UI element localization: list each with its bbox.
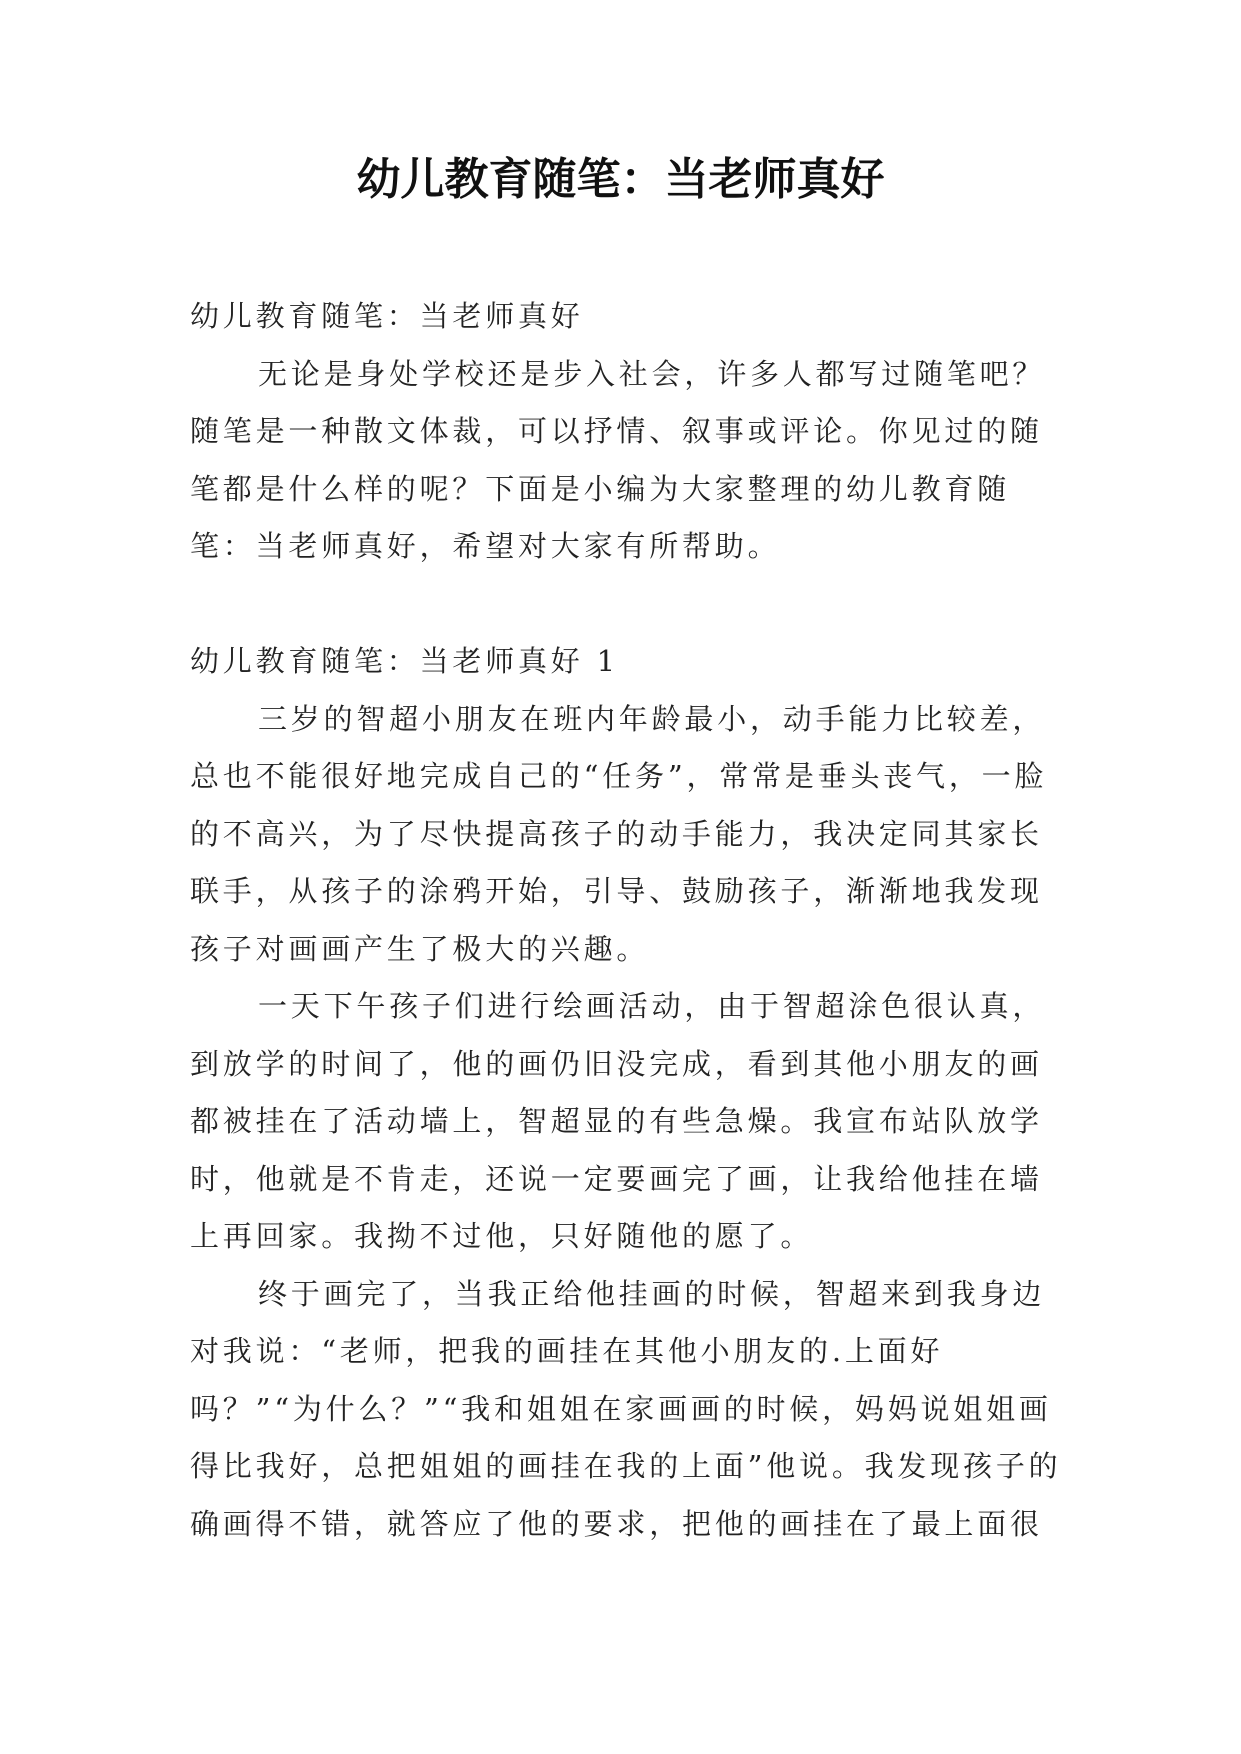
section-spacer <box>190 576 1070 634</box>
document-title: 幼儿教育随笔：当老师真好 <box>356 154 885 205</box>
body-paragraph: 终于画完了，当我正给他挂画的时候，智超来到我身边对我说：“老师，把我的画挂在其他小朋友的.上面好吗？”“为什么？”“我和姐姐在家画画的时候，妈妈说姐姐画得比我好，总把姐姐的画挂在我的上面”他说。我发现孩子的确画得不错，就答应了他的要求，把他的画挂在了最上面很 <box>190 1276 1062 1541</box>
intro-heading: 幼儿教育随笔：当老师真好 <box>190 299 584 333</box>
document-body <box>190 288 1070 1553</box>
section-heading: 幼儿教育随笔：当老师真好 1 <box>190 644 619 678</box>
body-paragraph: 三岁的智超小朋友在班内年龄最小，动手能力比较差，总也不能很好地完成自己的“任务”，常常是垂头丧气，一脸的不高兴，为了尽快提高孩子的动手能力，我决定同其家长联手，从孩子的涂鸦开始，引导、鼓励孩子，渐渐地我发现孩子对画画产生了极大的兴趣。 <box>190 701 1048 966</box>
intro-paragraph: 无论是身处学校还是步入社会，许多人都写过随笔吧？随笔是一种散文体裁，可以抒情、叙事或评论。你见过的随笔都是什么样的呢？下面是小编为大家整理的幼儿教育随笔：当老师真好，希望对大家有所帮助。 <box>190 356 1046 563</box>
body-paragraph: 一天下午孩子们进行绘画活动，由于智超涂色很认真，到放学的时间了，他的画仍旧没完成，看到其他小朋友的画都被挂在了活动墙上，智超显的有些急燥。我宣布站队放学时，他就是不肯走，还说一定要画完了画，让我给他挂在墙上再回家。我拗不过他，只好随他的愿了。 <box>190 989 1046 1253</box>
